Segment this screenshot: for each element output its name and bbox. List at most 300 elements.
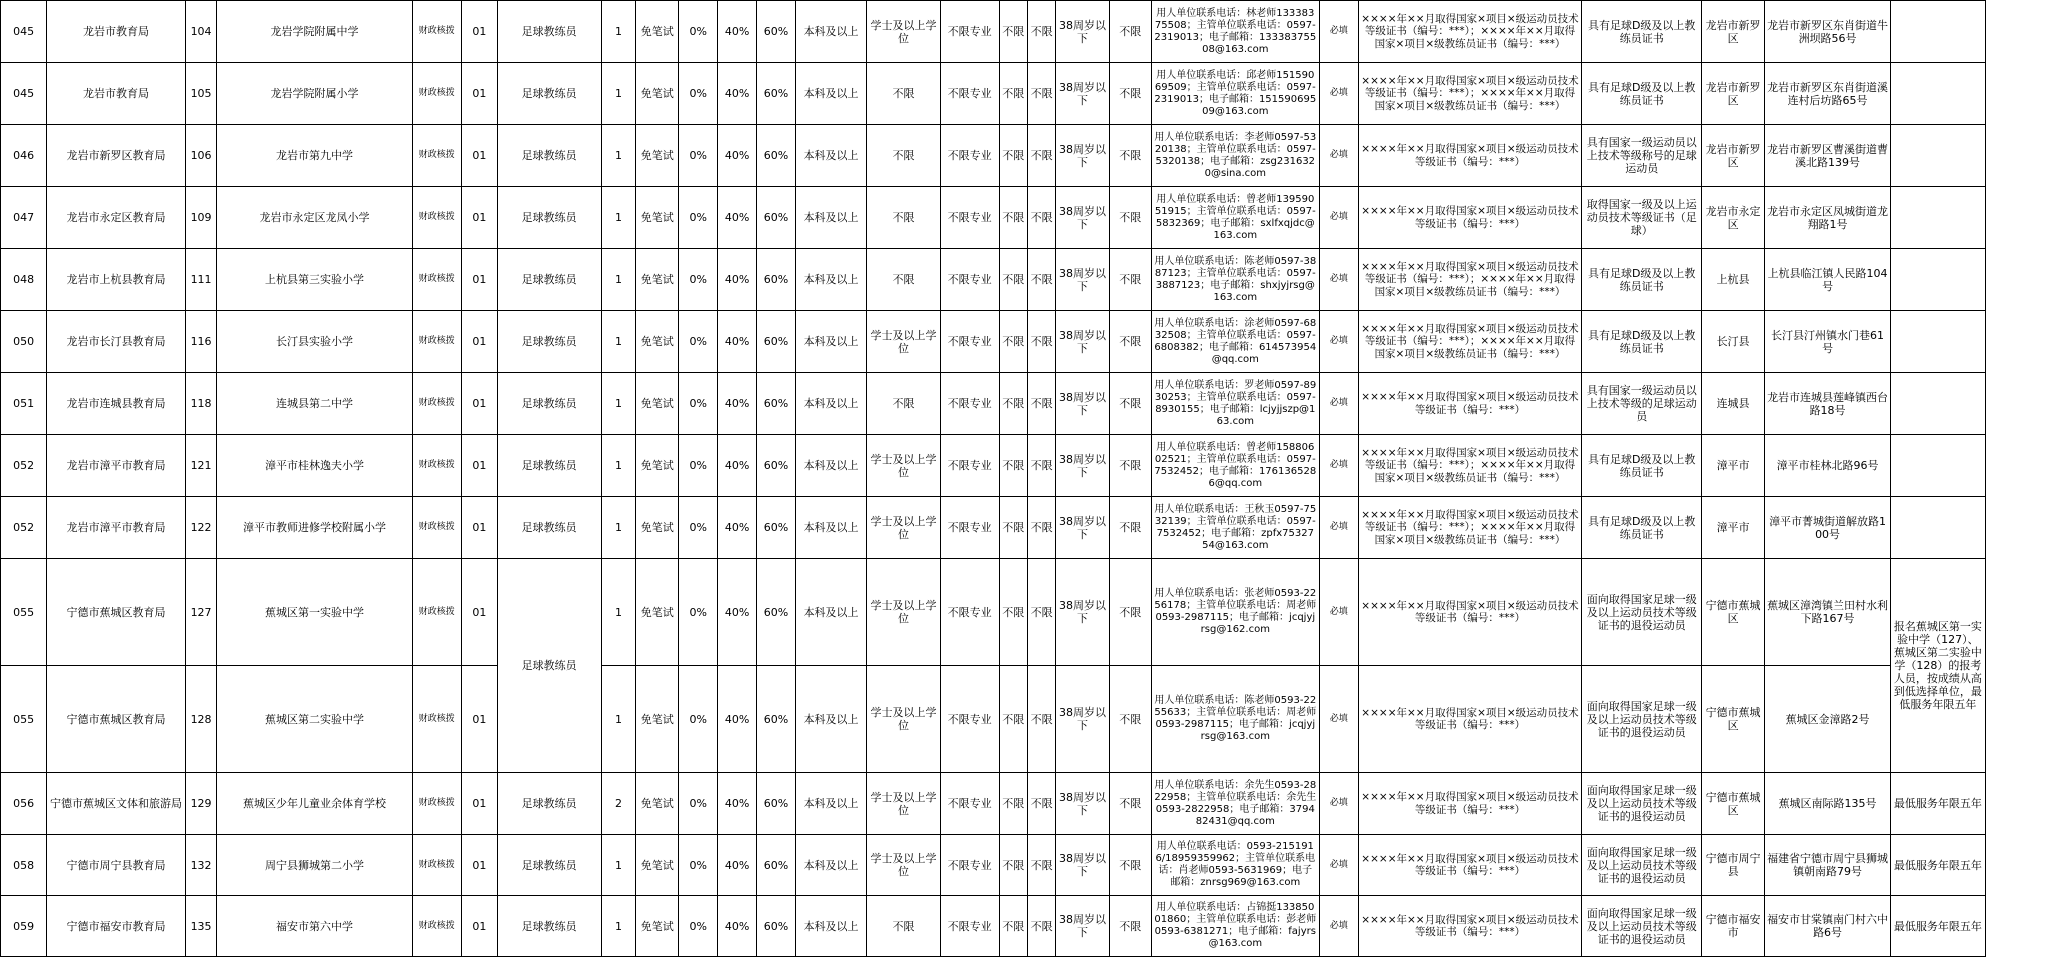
- skill-weight-cell: 60%: [757, 835, 796, 896]
- address-cell: 龙岩市新罗区曹溪街道曹溪北路139号: [1765, 125, 1891, 187]
- job-title-cell: 足球教练员: [497, 125, 601, 187]
- interview-weight-cell: 40%: [718, 435, 757, 497]
- certificate-cell: ××××年××月取得国家×项目×级运动员技术等级证书（编号：***）: [1358, 187, 1582, 249]
- area-cell: 宁德市蕉城区: [1702, 666, 1765, 773]
- education-cell: 本科及以上: [795, 435, 866, 497]
- skill-weight-cell: 60%: [757, 435, 796, 497]
- interview-weight-cell: 40%: [718, 249, 757, 311]
- table-row: [1, 373, 2052, 435]
- address-cell: 漳平市菁城街道解放路100号: [1765, 497, 1891, 559]
- funding-cell: 财政核拨: [412, 497, 461, 559]
- contact-cell: 用人单位联系电话：王秋玉0597-7532139；主管单位联系电话：0597-7532452；电子邮箱：zpfx7532754@163.com: [1151, 497, 1319, 559]
- degree-cell: 不限: [867, 125, 941, 187]
- exam-type-cell: 免笔试: [636, 373, 679, 435]
- age-cell: 38周岁以下: [1056, 666, 1110, 773]
- education-cell: 本科及以上: [795, 311, 866, 373]
- address-cell: 长汀县汀州镇水门巷61号: [1765, 311, 1891, 373]
- job-title-cell: 足球教练员: [497, 497, 601, 559]
- area-cell: 宁德市福安市: [1702, 896, 1765, 957]
- interview-weight-cell: 40%: [718, 896, 757, 957]
- headcount-cell: 1: [601, 1, 636, 63]
- position-code-cell: 129: [185, 773, 217, 835]
- unit-cell: 连城县第二中学: [217, 373, 412, 435]
- degree-cell: 学士及以上学位: [867, 773, 941, 835]
- requirement-cell: 不限: [999, 125, 1027, 187]
- requirement-cell: 不限: [1027, 773, 1055, 835]
- row-edge: [1985, 63, 2051, 125]
- qualification-cell: 具有国家一级运动员以上技术等级称号的足球运动员: [1582, 125, 1702, 187]
- exam-type-cell: 免笔试: [636, 311, 679, 373]
- requirement-cell: 不限: [999, 896, 1027, 957]
- position-code-cell: 128: [185, 666, 217, 773]
- exam-type-cell: 免笔试: [636, 187, 679, 249]
- skill-weight-cell: 60%: [757, 311, 796, 373]
- area-cell: 漳平市: [1702, 435, 1765, 497]
- table-row: [1, 1, 2052, 63]
- age-cell: 38周岁以下: [1056, 1, 1110, 63]
- headcount-cell: 1: [601, 559, 636, 666]
- age-cell: 38周岁以下: [1056, 311, 1110, 373]
- requirement-cell: 不限: [999, 666, 1027, 773]
- qualification-cell: 具有足球D级及以上教练员证书: [1582, 249, 1702, 311]
- requirement-cell: 不限: [1027, 835, 1055, 896]
- funding-cell: 财政核拨: [412, 666, 461, 773]
- major-cell: 不限专业: [940, 187, 999, 249]
- table-row: [1, 773, 2052, 835]
- area-cell: 宁德市周宁县: [1702, 835, 1765, 896]
- contact-cell: 用人单位联系电话：李老师0597-5320138；主管单位联系电话：0597-5320138；电子邮箱：zsg2316320@sina.com: [1151, 125, 1319, 187]
- requirement-cell: 不限: [1027, 497, 1055, 559]
- qualification-cell: 具有国家一级运动员以上技术等级的足球运动员: [1582, 373, 1702, 435]
- major-cell: 不限专业: [940, 1, 999, 63]
- job-title-cell: 足球教练员: [497, 435, 601, 497]
- contact-cell: 用人单位联系电话：陈老师0593-2255633；主管单位联系电话：周老师0593-2987115；电子邮箱：jcqjyjrsg@163.com: [1151, 666, 1319, 773]
- headcount-cell: 1: [601, 125, 636, 187]
- qualification-cell: 面向取得国家足球一级及以上运动员技术等级证书的退役运动员: [1582, 773, 1702, 835]
- row-edge: [1985, 249, 2051, 311]
- unit-cell: 龙岩市第九中学: [217, 125, 412, 187]
- contact-cell: 用人单位联系电话：0593-2151916/18959359962；主管单位联系电话：肖老师0593-5631969；电子邮箱：znrsg969@163.com: [1151, 835, 1319, 896]
- position-code-cell: 116: [185, 311, 217, 373]
- degree-cell: 不限: [867, 63, 941, 125]
- requirement-cell: 不限: [999, 249, 1027, 311]
- job-title-cell: 足球教练员: [497, 559, 601, 773]
- category-cell: 01: [461, 559, 497, 666]
- row-edge: [1985, 311, 2051, 373]
- degree-cell: 不限: [867, 249, 941, 311]
- remarks-cell: 最低服务年限五年: [1891, 896, 1986, 957]
- requirement-cell: 不限: [1109, 249, 1151, 311]
- area-cell: 上杭县: [1702, 249, 1765, 311]
- table-row: [1, 435, 2052, 497]
- education-cell: 本科及以上: [795, 896, 866, 957]
- headcount-cell: 1: [601, 311, 636, 373]
- written-weight-cell: 0%: [679, 1, 718, 63]
- requirement-cell: 不限: [1109, 896, 1151, 957]
- requirement-cell: 不限: [1027, 666, 1055, 773]
- exam-type-cell: 免笔试: [636, 249, 679, 311]
- written-weight-cell: 0%: [679, 435, 718, 497]
- address-cell: 福安市甘棠镇南门村六中路6号: [1765, 896, 1891, 957]
- unit-cell: 福安市第六中学: [217, 896, 412, 957]
- requirement-cell: 不限: [1109, 187, 1151, 249]
- area-cell: 宁德市蕉城区: [1702, 773, 1765, 835]
- certificate-cell: ××××年××月取得国家×项目×级运动员技术等级证书（编号：***）；××××年××月取得国家×项目×级教练员证书（编号：***）: [1358, 435, 1582, 497]
- requirement-cell: 不限: [1027, 896, 1055, 957]
- category-cell: 01: [461, 666, 497, 773]
- education-cell: 本科及以上: [795, 835, 866, 896]
- skill-weight-cell: 60%: [757, 63, 796, 125]
- exam-type-cell: 免笔试: [636, 559, 679, 666]
- dept-cell: 龙岩市教育局: [47, 63, 186, 125]
- exam-type-cell: 免笔试: [636, 1, 679, 63]
- skill-weight-cell: 60%: [757, 125, 796, 187]
- major-cell: 不限专业: [940, 63, 999, 125]
- written-weight-cell: 0%: [679, 249, 718, 311]
- contact-cell: 用人单位联系电话：陈老师0597-3887123；主管单位联系电话：0597-3887123；电子邮箱：shxjyjrsg@163.com: [1151, 249, 1319, 311]
- headcount-cell: 2: [601, 773, 636, 835]
- area-cell: 龙岩市永定区: [1702, 187, 1765, 249]
- dept-cell: 宁德市蕉城区教育局: [47, 666, 186, 773]
- unit-cell: 龙岩学院附属中学: [217, 1, 412, 63]
- certificate-cell: ××××年××月取得国家×项目×级运动员技术等级证书（编号：***）；××××年××月取得国家×项目×级教练员证书（编号：***）: [1358, 497, 1582, 559]
- required-cell: 必填: [1319, 773, 1358, 835]
- required-cell: 必填: [1319, 311, 1358, 373]
- funding-cell: 财政核拨: [412, 187, 461, 249]
- row-edge: [1985, 559, 2051, 666]
- table-row: [1, 125, 2052, 187]
- position-code-cell: 132: [185, 835, 217, 896]
- exam-type-cell: 免笔试: [636, 896, 679, 957]
- position-code-cell: 111: [185, 249, 217, 311]
- exam-type-cell: 免笔试: [636, 497, 679, 559]
- education-cell: 本科及以上: [795, 249, 866, 311]
- unit-cell: 长汀县实验小学: [217, 311, 412, 373]
- job-title-cell: 足球教练员: [497, 896, 601, 957]
- dept-cell: 龙岩市教育局: [47, 1, 186, 63]
- row-edge: [1985, 373, 2051, 435]
- contact-cell: 用人单位联系电话：曾老师13959051915；主管单位联系电话：0597-5832369；电子邮箱：sxlfxqjdc@163.com: [1151, 187, 1319, 249]
- contact-cell: 用人单位联系电话：曾老师15880602521；主管单位联系电话：0597-7532452；电子邮箱：1761365286@qq.com: [1151, 435, 1319, 497]
- address-cell: 龙岩市新罗区东肖街道牛洲坝路56号: [1765, 1, 1891, 63]
- education-cell: 本科及以上: [795, 559, 866, 666]
- category-cell: 01: [461, 125, 497, 187]
- headcount-cell: 1: [601, 373, 636, 435]
- major-cell: 不限专业: [940, 896, 999, 957]
- skill-weight-cell: 60%: [757, 666, 796, 773]
- major-cell: 不限专业: [940, 773, 999, 835]
- code-cell: 047: [1, 187, 47, 249]
- category-cell: 01: [461, 896, 497, 957]
- code-cell: 059: [1, 896, 47, 957]
- requirement-cell: 不限: [999, 559, 1027, 666]
- exam-type-cell: 免笔试: [636, 835, 679, 896]
- interview-weight-cell: 40%: [718, 63, 757, 125]
- position-code-cell: 106: [185, 125, 217, 187]
- headcount-cell: 1: [601, 249, 636, 311]
- certificate-cell: ××××年××月取得国家×项目×级运动员技术等级证书（编号：***）；××××年××月取得国家×项目×级教练员证书（编号：***）: [1358, 249, 1582, 311]
- contact-cell: 用人单位联系电话：林老师13338375508；主管单位联系电话：0597-2319013；电子邮箱：13338375508@163.com: [1151, 1, 1319, 63]
- required-cell: 必填: [1319, 835, 1358, 896]
- code-cell: 050: [1, 311, 47, 373]
- position-code-cell: 127: [185, 559, 217, 666]
- remarks-cell: [1891, 311, 1986, 373]
- funding-cell: 财政核拨: [412, 373, 461, 435]
- requirement-cell: 不限: [1027, 373, 1055, 435]
- requirement-cell: 不限: [1027, 311, 1055, 373]
- degree-cell: 学士及以上学位: [867, 1, 941, 63]
- skill-weight-cell: 60%: [757, 773, 796, 835]
- requirement-cell: 不限: [999, 497, 1027, 559]
- requirement-cell: 不限: [1109, 835, 1151, 896]
- funding-cell: 财政核拨: [412, 773, 461, 835]
- job-title-cell: 足球教练员: [497, 373, 601, 435]
- dept-cell: 龙岩市连城县教育局: [47, 373, 186, 435]
- degree-cell: 不限: [867, 373, 941, 435]
- unit-cell: 漳平市桂林逸夫小学: [217, 435, 412, 497]
- headcount-cell: 1: [601, 497, 636, 559]
- certificate-cell: ××××年××月取得国家×项目×级运动员技术等级证书（编号：***）；××××年××月取得国家×项目×级教练员证书（编号：***）: [1358, 63, 1582, 125]
- degree-cell: 学士及以上学位: [867, 835, 941, 896]
- unit-cell: 周宁县狮城第二小学: [217, 835, 412, 896]
- address-cell: 龙岩市新罗区东肖街道溪连村后坊路65号: [1765, 63, 1891, 125]
- qualification-cell: 具有足球D级及以上教练员证书: [1582, 435, 1702, 497]
- interview-weight-cell: 40%: [718, 187, 757, 249]
- education-cell: 本科及以上: [795, 373, 866, 435]
- category-cell: 01: [461, 435, 497, 497]
- written-weight-cell: 0%: [679, 187, 718, 249]
- qualification-cell: 取得国家一级及以上运动员技术等级证书（足球）: [1582, 187, 1702, 249]
- category-cell: 01: [461, 373, 497, 435]
- job-title-cell: 足球教练员: [497, 773, 601, 835]
- category-cell: 01: [461, 187, 497, 249]
- education-cell: 本科及以上: [795, 773, 866, 835]
- area-cell: 长汀县: [1702, 311, 1765, 373]
- skill-weight-cell: 60%: [757, 559, 796, 666]
- code-cell: 051: [1, 373, 47, 435]
- written-weight-cell: 0%: [679, 311, 718, 373]
- remarks-cell: [1891, 1, 1986, 63]
- dept-cell: 龙岩市新罗区教育局: [47, 125, 186, 187]
- age-cell: 38周岁以下: [1056, 559, 1110, 666]
- major-cell: 不限专业: [940, 666, 999, 773]
- funding-cell: 财政核拨: [412, 311, 461, 373]
- category-cell: 01: [461, 835, 497, 896]
- row-edge: [1985, 835, 2051, 896]
- address-cell: 漳平市桂林北路96号: [1765, 435, 1891, 497]
- contact-cell: 用人单位联系电话：张老师0593-2256178；主管单位联系电话：周老师0593-2987115；电子邮箱：jcqjyjrsg@162.com: [1151, 559, 1319, 666]
- remarks-cell: [1891, 435, 1986, 497]
- degree-cell: 学士及以上学位: [867, 666, 941, 773]
- category-cell: 01: [461, 497, 497, 559]
- code-cell: 058: [1, 835, 47, 896]
- major-cell: 不限专业: [940, 125, 999, 187]
- headcount-cell: 1: [601, 63, 636, 125]
- requirement-cell: 不限: [999, 835, 1027, 896]
- major-cell: 不限专业: [940, 249, 999, 311]
- funding-cell: 财政核拨: [412, 125, 461, 187]
- remarks-cell: [1891, 63, 1986, 125]
- headcount-cell: 1: [601, 187, 636, 249]
- job-title-cell: 足球教练员: [497, 249, 601, 311]
- table-row: [1, 896, 2052, 957]
- requirement-cell: 不限: [999, 373, 1027, 435]
- row-edge: [1985, 773, 2051, 835]
- requirement-cell: 不限: [999, 63, 1027, 125]
- written-weight-cell: 0%: [679, 125, 718, 187]
- contact-cell: 用人单位联系电话：邱老师15159069509；主管单位联系电话：0597-2319013；电子邮箱：15159069509@163.com: [1151, 63, 1319, 125]
- category-cell: 01: [461, 773, 497, 835]
- requirement-cell: 不限: [1109, 435, 1151, 497]
- funding-cell: 财政核拨: [412, 835, 461, 896]
- skill-weight-cell: 60%: [757, 896, 796, 957]
- requirement-cell: 不限: [999, 311, 1027, 373]
- written-weight-cell: 0%: [679, 373, 718, 435]
- dept-cell: 龙岩市上杭县教育局: [47, 249, 186, 311]
- dept-cell: 宁德市周宁县教育局: [47, 835, 186, 896]
- table-row: [1, 311, 2052, 373]
- written-weight-cell: 0%: [679, 559, 718, 666]
- required-cell: 必填: [1319, 666, 1358, 773]
- age-cell: 38周岁以下: [1056, 373, 1110, 435]
- skill-weight-cell: 60%: [757, 1, 796, 63]
- unit-cell: 蕉城区第一实验中学: [217, 559, 412, 666]
- certificate-cell: ××××年××月取得国家×项目×级运动员技术等级证书（编号：***）: [1358, 666, 1582, 773]
- major-cell: 不限专业: [940, 835, 999, 896]
- age-cell: 38周岁以下: [1056, 835, 1110, 896]
- qualification-cell: 面向取得国家足球一级及以上运动员技术等级证书的退役运动员: [1582, 896, 1702, 957]
- contact-cell: 用人单位联系电话：占锦挺13385001860；主管单位联系电话：彭老师0593-6381271；电子邮箱：fajyrs@163.com: [1151, 896, 1319, 957]
- address-cell: 蕉城区金漳路2号: [1765, 666, 1891, 773]
- required-cell: 必填: [1319, 497, 1358, 559]
- remarks-cell: [1891, 373, 1986, 435]
- unit-cell: 漳平市教师进修学校附属小学: [217, 497, 412, 559]
- age-cell: 38周岁以下: [1056, 435, 1110, 497]
- code-cell: 055: [1, 559, 47, 666]
- interview-weight-cell: 40%: [718, 773, 757, 835]
- address-cell: 上杭县临江镇人民路104号: [1765, 249, 1891, 311]
- required-cell: 必填: [1319, 63, 1358, 125]
- required-cell: 必填: [1319, 559, 1358, 666]
- interview-weight-cell: 40%: [718, 1, 757, 63]
- major-cell: 不限专业: [940, 373, 999, 435]
- requirement-cell: 不限: [1109, 63, 1151, 125]
- required-cell: 必填: [1319, 1, 1358, 63]
- table-row: [1, 63, 2052, 125]
- unit-cell: 蕉城区第二实验中学: [217, 666, 412, 773]
- exam-type-cell: 免笔试: [636, 63, 679, 125]
- interview-weight-cell: 40%: [718, 311, 757, 373]
- remarks-cell: 报名蕉城区第一实验中学（127）、蕉城区第二实验中学（128）的报考人员，按成绩从高到低选择单位，最低服务年限五年: [1891, 559, 1986, 773]
- job-title-cell: 足球教练员: [497, 835, 601, 896]
- major-cell: 不限专业: [940, 497, 999, 559]
- unit-cell: 龙岩市永定区龙凤小学: [217, 187, 412, 249]
- row-edge: [1985, 125, 2051, 187]
- requirement-cell: 不限: [1109, 666, 1151, 773]
- contact-cell: 用人单位联系电话：罗老师0597-8930253；主管单位联系电话：0597-8930155；电子邮箱：lcjyjjszp@163.com: [1151, 373, 1319, 435]
- address-cell: 蕉城区漳湾镇兰田村水利下路167号: [1765, 559, 1891, 666]
- funding-cell: 财政核拨: [412, 1, 461, 63]
- table-row: [1, 249, 2052, 311]
- job-title-cell: 足球教练员: [497, 311, 601, 373]
- major-cell: 不限专业: [940, 311, 999, 373]
- education-cell: 本科及以上: [795, 63, 866, 125]
- requirement-cell: 不限: [1027, 187, 1055, 249]
- certificate-cell: ××××年××月取得国家×项目×级运动员技术等级证书（编号：***）: [1358, 835, 1582, 896]
- qualification-cell: 面向取得国家足球一级及以上运动员技术等级证书的退役运动员: [1582, 559, 1702, 666]
- table-row: [1, 559, 2052, 666]
- code-cell: 052: [1, 435, 47, 497]
- qualification-cell: 具有足球D级及以上教练员证书: [1582, 311, 1702, 373]
- remarks-cell: [1891, 187, 1986, 249]
- dept-cell: 宁德市蕉城区文体和旅游局: [47, 773, 186, 835]
- address-cell: 龙岩市永定区凤城街道龙翔路1号: [1765, 187, 1891, 249]
- position-code-cell: 135: [185, 896, 217, 957]
- education-cell: 本科及以上: [795, 666, 866, 773]
- skill-weight-cell: 60%: [757, 373, 796, 435]
- dept-cell: 龙岩市漳平市教育局: [47, 497, 186, 559]
- certificate-cell: ××××年××月取得国家×项目×级运动员技术等级证书（编号：***）: [1358, 559, 1582, 666]
- education-cell: 本科及以上: [795, 187, 866, 249]
- skill-weight-cell: 60%: [757, 187, 796, 249]
- written-weight-cell: 0%: [679, 896, 718, 957]
- skill-weight-cell: 60%: [757, 497, 796, 559]
- written-weight-cell: 0%: [679, 666, 718, 773]
- major-cell: 不限专业: [940, 559, 999, 666]
- funding-cell: 财政核拨: [412, 63, 461, 125]
- remarks-cell: 最低服务年限五年: [1891, 773, 1986, 835]
- requirement-cell: 不限: [1027, 63, 1055, 125]
- address-cell: 龙岩市连城县莲峰镇西台路18号: [1765, 373, 1891, 435]
- certificate-cell: ××××年××月取得国家×项目×级运动员技术等级证书（编号：***）: [1358, 373, 1582, 435]
- code-cell: 055: [1, 666, 47, 773]
- position-code-cell: 122: [185, 497, 217, 559]
- headcount-cell: 1: [601, 835, 636, 896]
- position-code-cell: 121: [185, 435, 217, 497]
- exam-type-cell: 免笔试: [636, 666, 679, 773]
- area-cell: 龙岩市新罗区: [1702, 63, 1765, 125]
- degree-cell: 不限: [867, 896, 941, 957]
- age-cell: 38周岁以下: [1056, 63, 1110, 125]
- table-row: [1, 835, 2052, 896]
- position-code-cell: 118: [185, 373, 217, 435]
- age-cell: 38周岁以下: [1056, 187, 1110, 249]
- headcount-cell: 1: [601, 435, 636, 497]
- funding-cell: 财政核拨: [412, 435, 461, 497]
- job-title-cell: 足球教练员: [497, 63, 601, 125]
- interview-weight-cell: 40%: [718, 559, 757, 666]
- requirement-cell: 不限: [1109, 311, 1151, 373]
- degree-cell: 学士及以上学位: [867, 435, 941, 497]
- area-cell: 宁德市蕉城区: [1702, 559, 1765, 666]
- position-code-cell: 104: [185, 1, 217, 63]
- certificate-cell: ××××年××月取得国家×项目×级运动员技术等级证书（编号：***）: [1358, 773, 1582, 835]
- position-code-cell: 109: [185, 187, 217, 249]
- unit-cell: 龙岩学院附属小学: [217, 63, 412, 125]
- funding-cell: 财政核拨: [412, 249, 461, 311]
- written-weight-cell: 0%: [679, 835, 718, 896]
- required-cell: 必填: [1319, 435, 1358, 497]
- requirement-cell: 不限: [1109, 1, 1151, 63]
- required-cell: 必填: [1319, 896, 1358, 957]
- age-cell: 38周岁以下: [1056, 249, 1110, 311]
- dept-cell: 宁德市福安市教育局: [47, 896, 186, 957]
- requirement-cell: 不限: [1109, 559, 1151, 666]
- contact-cell: 用人单位联系电话：余先生0593-2822958；主管单位联系电话：余先生0593-2822958；电子邮箱：379482431@qq.com: [1151, 773, 1319, 835]
- requirement-cell: 不限: [1027, 249, 1055, 311]
- qualification-cell: 具有足球D级及以上教练员证书: [1582, 1, 1702, 63]
- education-cell: 本科及以上: [795, 1, 866, 63]
